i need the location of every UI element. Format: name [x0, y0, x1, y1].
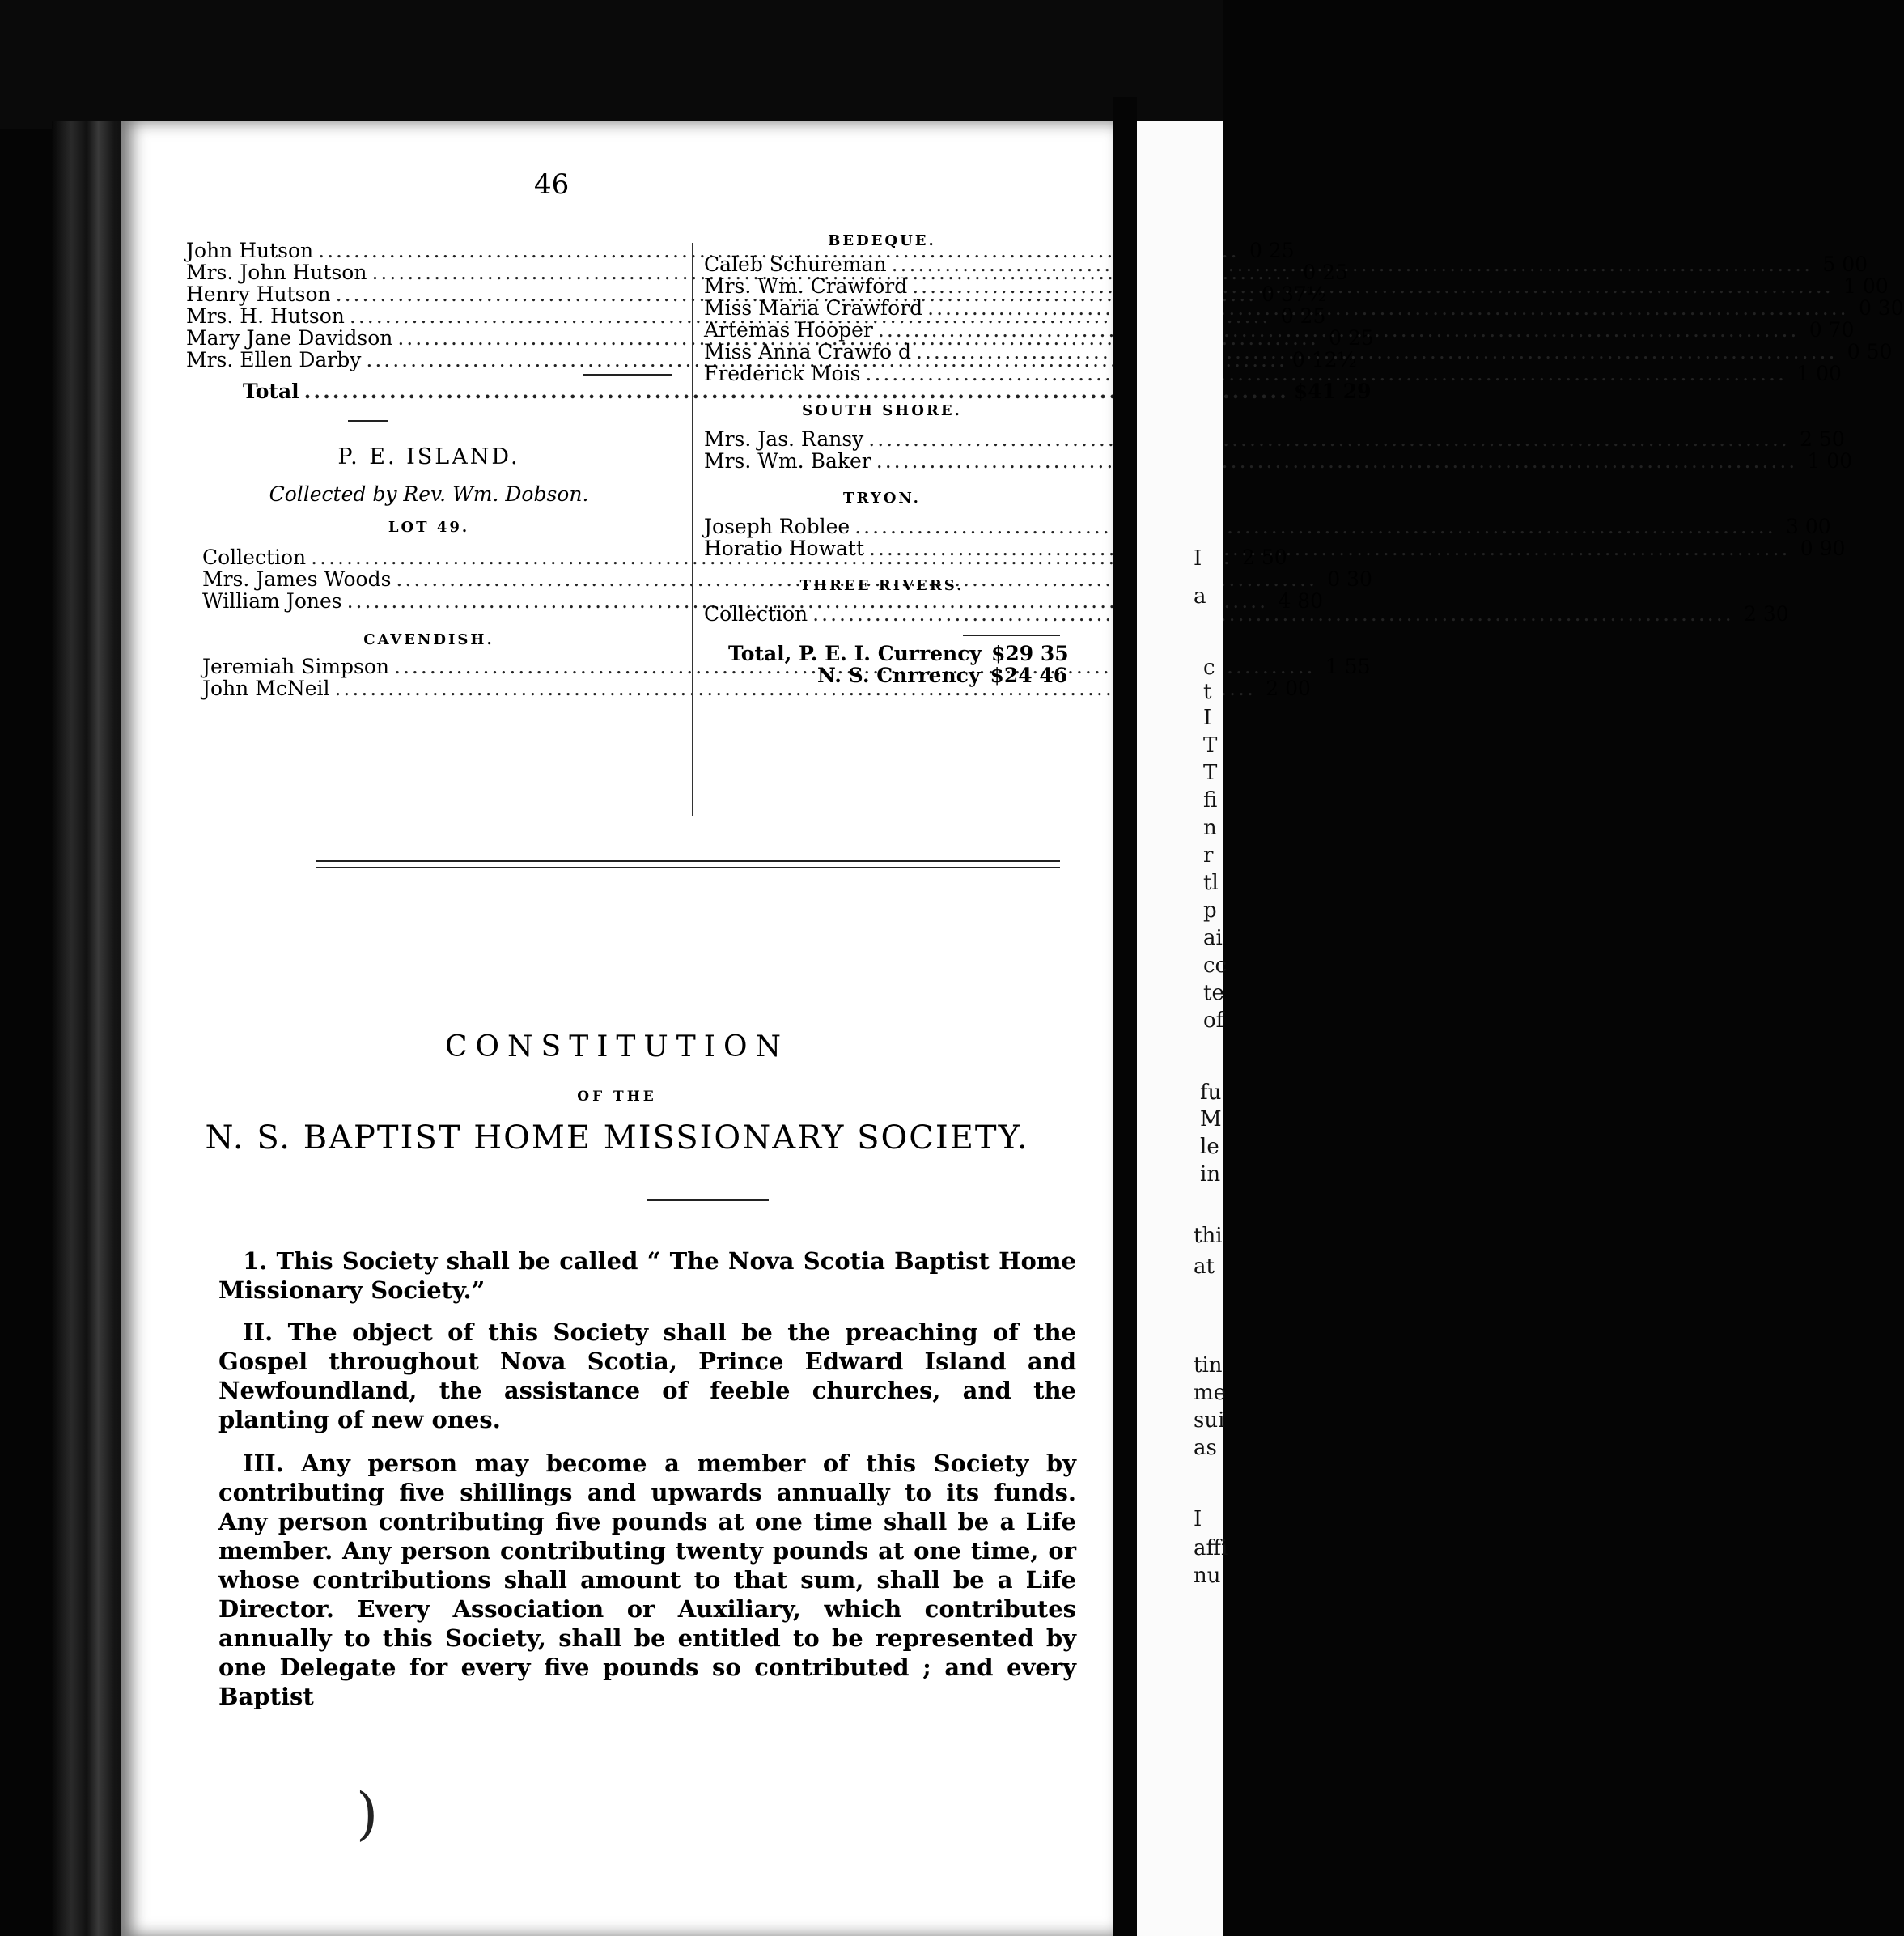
donation-amount: 0 25: [1329, 326, 1374, 350]
cavendish-heading: CAVENDISH.: [363, 631, 494, 648]
ledger-row: [186, 589, 1324, 613]
donor-name: Mrs. H. Hutson: [186, 304, 345, 328]
donor-name: Joseph Roblee: [704, 515, 850, 538]
page-fragment: tl: [1203, 871, 1219, 895]
page-fragment: fu: [1200, 1081, 1222, 1105]
total-row: [186, 380, 1372, 403]
donor-name: Mrs. Ellen Darby: [186, 348, 362, 371]
constitution-article: [218, 1246, 1076, 1305]
donor-name: Mrs. John Hutson: [186, 261, 367, 284]
donation-amount: 5 00: [1822, 253, 1868, 276]
collector-line: Collected by Rev. Wm. Dobson.: [269, 482, 589, 506]
donor-name: Mrs. Wm. Crawford: [704, 274, 908, 298]
bedeque-heading: BEDEQUE.: [828, 232, 936, 249]
donation-amount: 0 30: [1858, 296, 1904, 320]
ledger-row: [704, 449, 1853, 473]
society-name-heading: N. S. BAPTIST HOME MISSIONARY SOCIETY.: [205, 1119, 1029, 1157]
donor-name: John Hutson: [186, 239, 314, 262]
donor-name: Caleb Schureman: [704, 253, 887, 276]
page-fragment: t: [1203, 680, 1212, 704]
article-text: III. Any person may become a member of this Society by contributing five shillings and upwards annually to its funds. Any person contributing five pounds at one time shall be a Life member. Any person contributing twenty pounds at one time, or whose contributions shall amount to that sum, shall be a Life Director. Every Association or Auxiliary, which contributes annually to this Society, shall be entitled to be represented by one Delegate for every five pounds so contributed ; and every Baptist: [218, 1450, 1076, 1710]
page-fragment: fi: [1203, 788, 1218, 813]
ledger-row: [186, 677, 1311, 700]
total-row: [704, 664, 1068, 687]
donation-amount: 1 55: [1325, 655, 1371, 678]
ledger-row: [704, 362, 1842, 385]
donor-name: Collection: [202, 546, 307, 569]
donor-name: Jeremiah Simpson: [202, 655, 390, 678]
page-fragment: of: [1203, 1008, 1224, 1033]
donor-name: Mrs. Jas. Ransy: [704, 427, 864, 451]
section-divider-rule: [316, 867, 1060, 868]
donation-amount: 0 25: [1280, 304, 1326, 328]
ledger-row: [704, 515, 1831, 538]
lot-heading: LOT 49.: [388, 519, 470, 536]
page-fragment: affi: [1194, 1536, 1228, 1560]
page-fragment: I: [1194, 1507, 1202, 1531]
page-fragment: T: [1203, 733, 1218, 758]
donor-name: William Jones: [202, 589, 342, 613]
page-fragment: r: [1203, 843, 1214, 868]
donor-name: John McNeil: [202, 677, 330, 700]
page-fragment: I: [1203, 706, 1212, 730]
page-fragment: a: [1194, 584, 1206, 609]
ledger-row: [704, 427, 1845, 451]
pencil-mark: ): [356, 1781, 379, 1847]
donation-amount: 0 25: [1249, 239, 1295, 262]
article-text: II. The object of this Society shall be the preaching of the Gospel throughout Nova Scotia, Prince Edward Island and Newfoundland, the assistance of feeble churches, and the planting of new ones.: [218, 1318, 1076, 1433]
donation-amount: 2 50: [1241, 546, 1287, 569]
donor-name: Frederick Mois: [704, 362, 861, 385]
south-shore-heading: SOUTH SHORE.: [802, 402, 962, 419]
total-amount: $41 29: [1293, 380, 1372, 403]
page-fragment: cc: [1203, 953, 1228, 978]
page-fragment: le: [1200, 1135, 1219, 1159]
total-label: N. S. Cnrrency: [817, 664, 981, 687]
constitution-article: [218, 1449, 1076, 1711]
tryon-heading: TRYON.: [843, 490, 921, 507]
total-label: Total: [243, 380, 299, 403]
page-fragment: p: [1203, 898, 1217, 923]
three-rivers-heading: THREE RIVERS.: [799, 577, 965, 594]
donation-amount: 0 37½: [1262, 282, 1327, 306]
donor-name: Miss Anna Crawfo d: [704, 340, 911, 363]
column-divider: [692, 243, 693, 816]
page-fragment: M: [1200, 1107, 1222, 1131]
donation-amount: 0 12½: [1291, 348, 1357, 371]
scan-frame-top: [0, 0, 1223, 129]
page-fragment: nu: [1194, 1564, 1221, 1588]
ledger-row: [704, 602, 1789, 626]
page-fragment: ai: [1203, 926, 1223, 950]
constitution-title: CONSTITUTION: [444, 1030, 790, 1064]
sum-rule: [963, 635, 1060, 636]
total-row: [704, 642, 1069, 665]
donor-name: Mary Jane Davidson: [186, 326, 393, 350]
donor-name: Collection: [704, 602, 808, 626]
page-fragment: in: [1200, 1162, 1221, 1187]
adjacent-page-edge: [1137, 121, 1228, 1936]
page-fragment: tin: [1194, 1353, 1223, 1378]
page-fragment: at: [1194, 1255, 1215, 1279]
sum-rule: [583, 374, 672, 376]
constitution-article: [218, 1318, 1076, 1434]
article-text: 1. This Society shall be called “ The Nova Scotia Baptist Home Missionary Society.”: [218, 1247, 1076, 1304]
donor-name: Artemas Hooper: [704, 318, 873, 342]
donation-amount: 4 80: [1278, 589, 1324, 613]
page-fragment: te: [1203, 981, 1224, 1005]
page-fragment: n: [1203, 816, 1217, 840]
donation-amount: 1 00: [1843, 274, 1889, 298]
donation-amount: 2 50: [1800, 427, 1845, 451]
donor-name: Miss Maria Crawford: [704, 296, 923, 320]
page-number: 46: [534, 168, 570, 201]
book-binding: [52, 121, 129, 1936]
donation-amount: 0 25: [1303, 261, 1348, 284]
page-fragment: me: [1194, 1381, 1227, 1405]
donor-name: Mrs. Wm. Baker: [704, 449, 871, 473]
donation-amount: 1 00: [1796, 362, 1842, 385]
total-label: Total, P. E. I. Currency: [728, 642, 982, 665]
donation-amount: 0 30: [1327, 567, 1372, 591]
donor-name: Henry Hutson: [186, 282, 331, 306]
total-amount: $24 46: [990, 664, 1068, 687]
donation-amount: 0 70: [1809, 318, 1855, 342]
donor-name: Horatio Howatt: [704, 537, 864, 560]
of-the-line: OF THE: [577, 1089, 657, 1105]
page-fragment: thi: [1194, 1224, 1223, 1248]
donation-amount: 2 30: [1743, 602, 1789, 626]
pei-heading: P. E. ISLAND.: [337, 444, 520, 469]
page-gutter: [1113, 97, 1137, 1936]
section-rule: [348, 420, 388, 422]
page-fragment: sui: [1194, 1408, 1225, 1433]
page-fragment: T: [1203, 761, 1218, 785]
section-divider-rule: [316, 860, 1060, 862]
page-fragment: as: [1194, 1436, 1217, 1460]
title-rule: [647, 1199, 769, 1201]
donation-amount: 3 00: [1786, 515, 1831, 538]
page-fragment: c: [1203, 656, 1215, 680]
donation-amount: 2 00: [1266, 677, 1311, 700]
donor-name: Mrs. James Woods: [202, 567, 392, 591]
donation-amount: 1 00: [1807, 449, 1853, 473]
donation-amount: 0 50: [1847, 340, 1893, 363]
total-amount: $29 35: [990, 642, 1069, 665]
page-fragment: I: [1194, 546, 1202, 571]
donation-amount: 0 90: [1800, 537, 1846, 560]
